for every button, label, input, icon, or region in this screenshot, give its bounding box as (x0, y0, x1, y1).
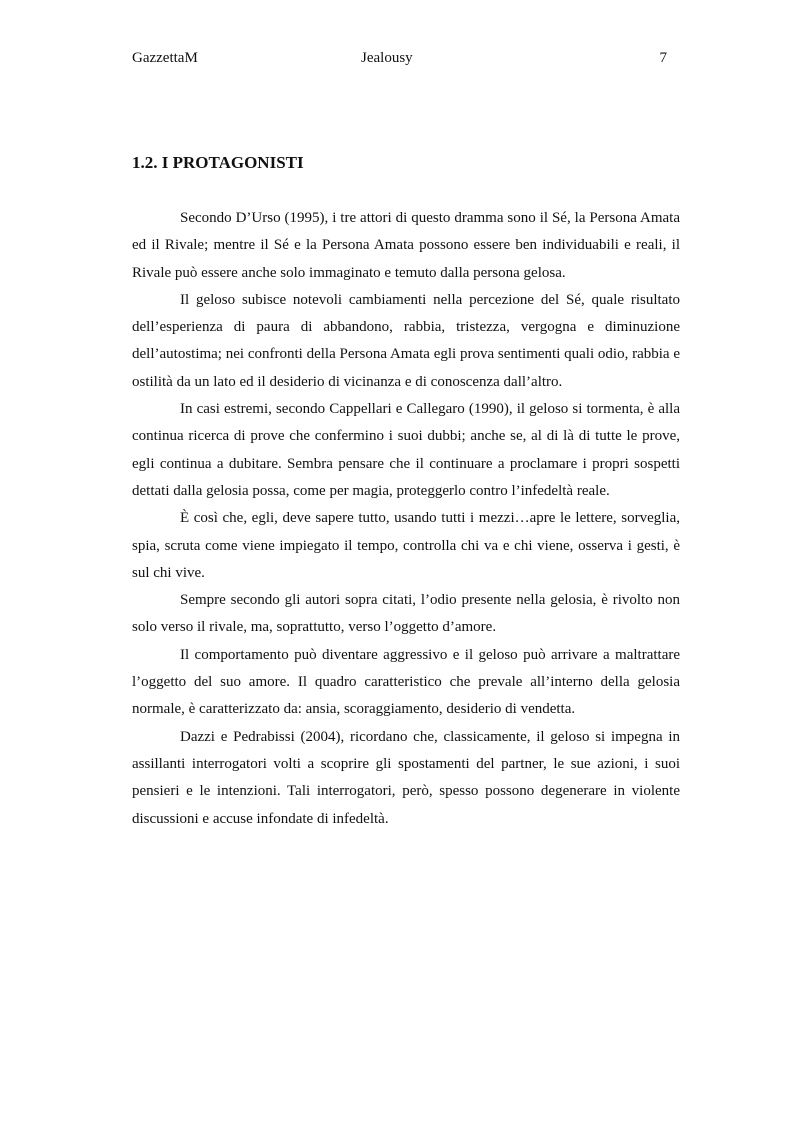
paragraph: Il geloso subisce notevoli cambiamenti nella percezione del Sé, quale risultato dell’esperienza di paura di abbandono, rabbia, tristezza, vergogna e diminuzione dell’autostima; nei confronti della Persona Amata egli prova sentimenti quali odio, rabbia e ostilità da un lato ed il desiderio di vicinanza e di conoscenza dall’altro. (132, 291, 680, 390)
paragraph: Secondo D’Urso (1995), i tre attori di questo dramma sono il Sé, la Persona Amata ed il Rivale; mentre il Sé e la Persona Amata possono essere ben individuabili e reali, il Rivale può essere anche solo immaginato e temuto dalla persona gelosa. (132, 210, 680, 281)
paragraph: In casi estremi, secondo Cappellari e Callegaro (1990), il geloso si tormenta, è alla continua ricerca di prove che confermino i suoi dubbi; anche se, al di là di tutte le prove, egli continua a dubitare. Sembra pensare che il continuare a proclamare i propri sospetti dettati dalla gelosia possa, come per magia, proteggerlo contro l’infedeltà reale. (132, 401, 680, 499)
paragraph: Dazzi e Pedrabissi (2004), ricordano che, classicamente, il geloso si impegna in assillanti interrogatori volti a scoprire gli spostamenti del partner, le sue azioni, i suoi pensieri e le intenzioni. Tali interrogatori, però, spesso possono degenerare in violente discussioni e accuse infondate di infedeltà. (132, 728, 680, 827)
paragraph: Sempre secondo gli autori sopra citati, l’odio presente nella gelosia, è rivolto non solo verso il rivale, ma, soprattutto, verso l’oggetto d’amore. (132, 592, 680, 636)
page-number: 7 (659, 50, 667, 66)
header-author: GazzettaM (132, 50, 198, 66)
paragraph: È così che, egli, deve sapere tutto, usando tutti i mezzi…apre le lettere, sorveglia, spia, scruta come viene impiegato il tempo, controlla chi va e chi viene, osserva i gesti, è sul chi vive. (132, 510, 680, 581)
section-heading: 1.2. I PROTAGONISTI (132, 153, 304, 172)
page-header (132, 47, 667, 69)
body-text (132, 205, 680, 833)
paragraph: Il comportamento può diventare aggressivo e il geloso può arrivare a maltrattare l’oggetto del suo amore. Il quadro caratteristico che prevale all’interno della gelosia normale, è caratterizzato da: ansia, scoraggiamento, desiderio di vendetta. (132, 646, 680, 718)
header-title: Jealousy (361, 50, 413, 66)
